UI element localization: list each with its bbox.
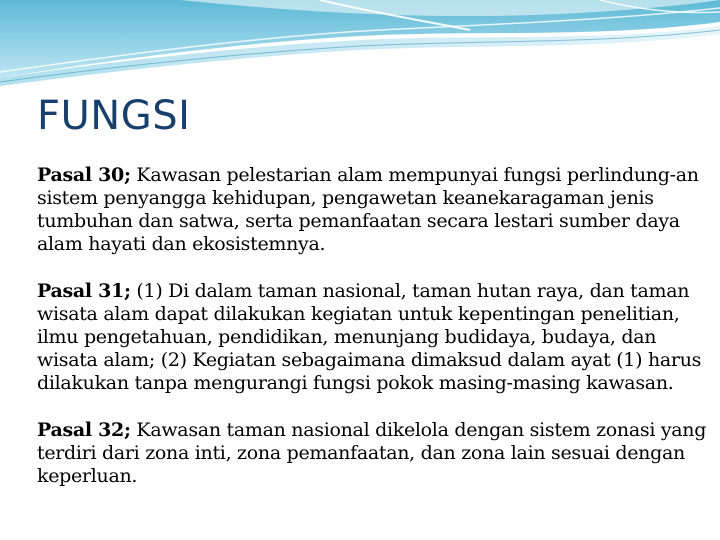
pasal-32-label: Pasal 32;	[37, 419, 131, 441]
pasal-32-text: Kawasan taman nasional dikelola dengan sistem zonasi yang terdiri dari zona inti, zona pemanfaatan, dan zona lain sesuai dengan keperluan.	[37, 419, 707, 487]
decorative-wave-banner	[0, 0, 720, 90]
pasal-32-paragraph	[37, 419, 707, 488]
slide-body	[37, 164, 707, 512]
pasal-30-paragraph	[37, 164, 707, 256]
slide-title: FUNGSI	[37, 93, 191, 139]
pasal-30-label: Pasal 30;	[37, 164, 131, 186]
pasal-31-text: (1) Di dalam taman nasional, taman hutan raya, dan taman wisata alam dapat dilakukan kegiatan untuk kepentingan penelitian, ilmu pengetahuan, pendidikan, menunjang budidaya, budaya, dan wisata alam; (2) Kegiatan sebagaimana dimaksud dalam ayat (1) harus dilakukan tanpa mengurangi fungsi pokok masing-masing kawasan.	[37, 280, 702, 394]
pasal-31-paragraph	[37, 280, 707, 395]
pasal-30-text: Kawasan pelestarian alam mempunyai fungsi perlindung-an sistem penyangga kehidupan, pengawetan keanekaragaman jenis tumbuhan dan satwa, serta pemanfaatan secara lestari sumber daya alam hayati dan ekosistemnya.	[37, 164, 699, 255]
pasal-31-label: Pasal 31;	[37, 280, 131, 302]
